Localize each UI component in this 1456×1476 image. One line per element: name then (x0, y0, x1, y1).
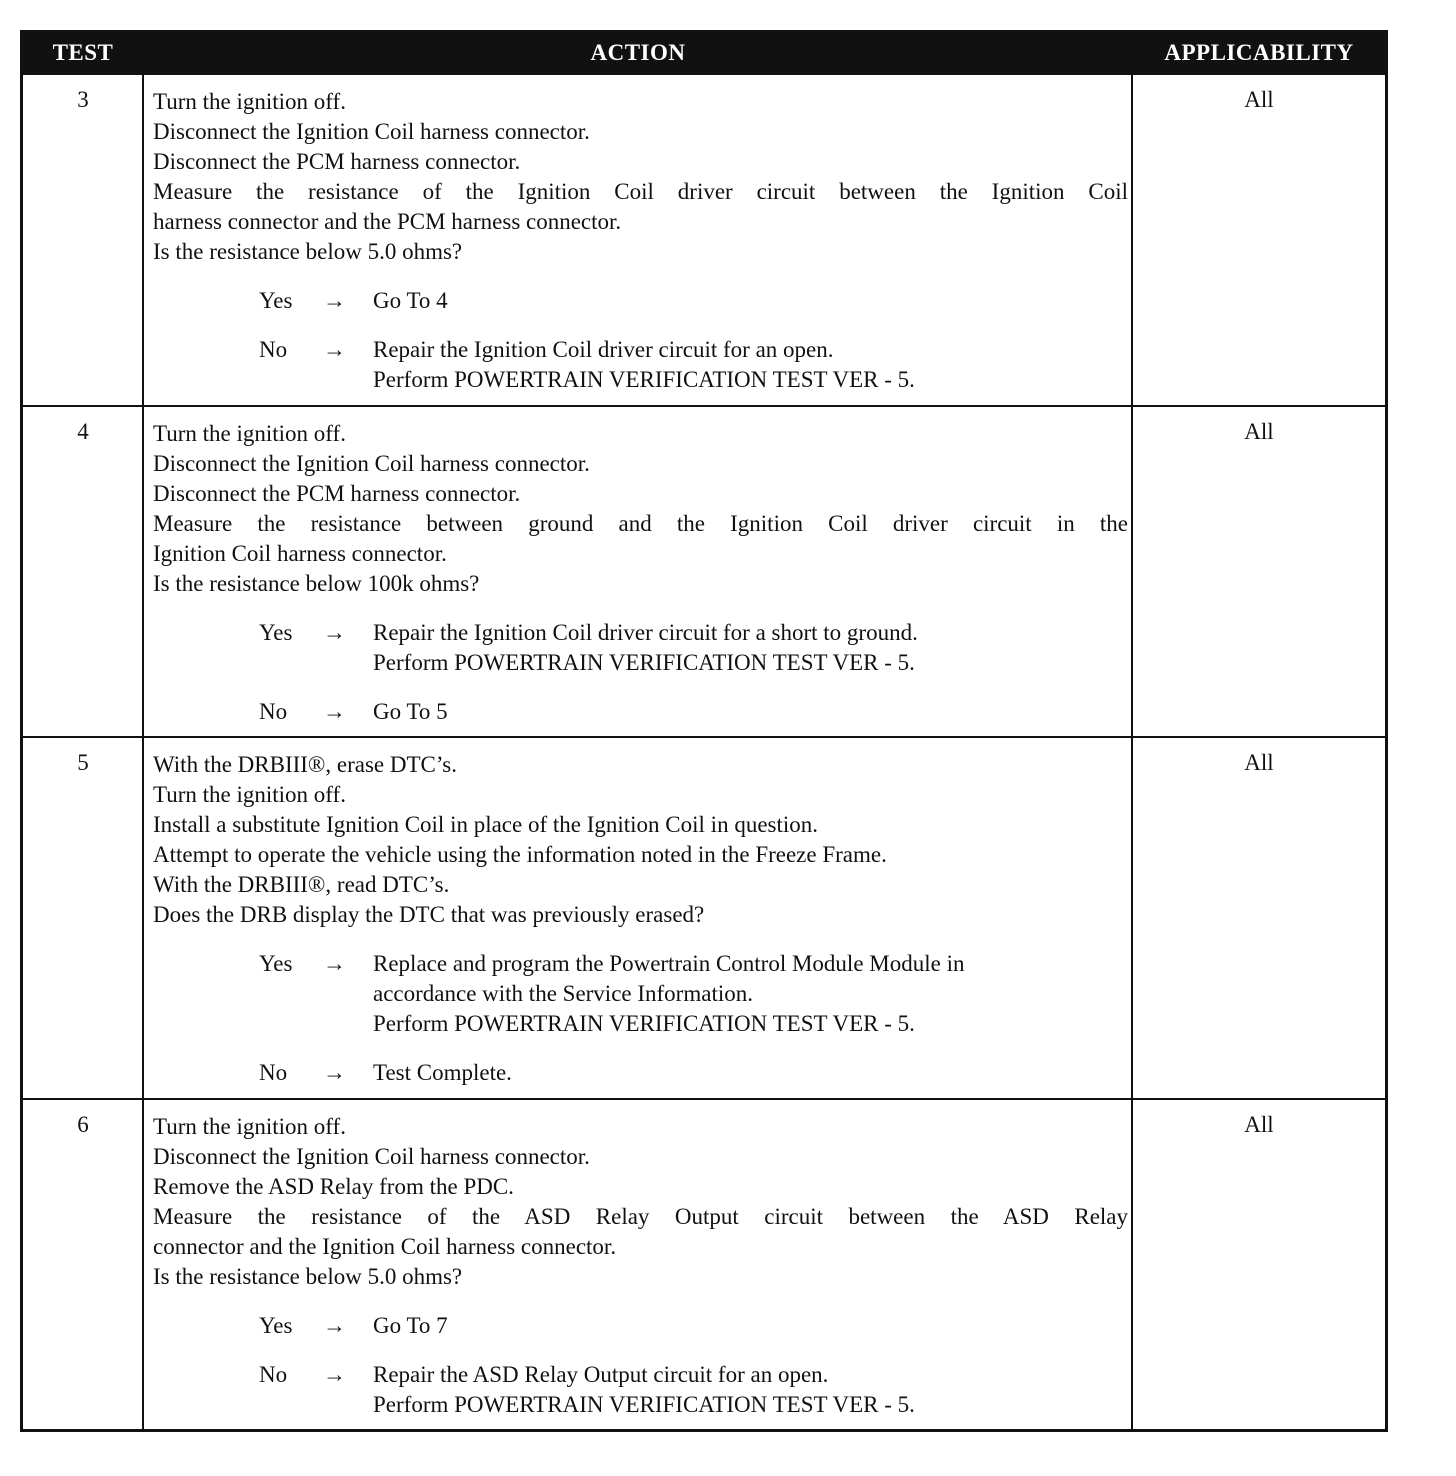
no-label: No (259, 1362, 288, 1387)
step-text: With the DRBIII®, erase DTC’s. (153, 752, 457, 777)
yes-label: Yes (259, 1313, 293, 1338)
step-text: Disconnect the Ignition Coil harness connector. (153, 451, 590, 476)
no-label: No (259, 337, 288, 362)
arrow-icon: → (323, 337, 346, 362)
arrow-icon: → (323, 620, 346, 645)
step-text: Does the DRB display the DTC that was previously erased? (153, 902, 705, 927)
yes-answer (153, 286, 1128, 316)
action-cell (153, 87, 1128, 395)
step-text: Measure the resistance of the ASD Relay Output circuit between the ASD Relay (153, 1204, 1128, 1229)
action-cell (153, 1112, 1128, 1420)
action-cell (153, 419, 1128, 727)
no-answer (153, 1058, 1128, 1088)
no-label: No (259, 699, 288, 724)
arrow-icon: → (323, 1362, 346, 1387)
step-text: Measure the resistance between ground and the Ignition Coil driver circuit in the (153, 511, 1128, 536)
yes-answer (153, 1311, 1128, 1341)
step-text: Is the resistance below 100k ohms? (153, 571, 480, 596)
step-text: With the DRBIII®, read DTC’s. (153, 872, 450, 897)
test-number: 6 (77, 1112, 89, 1137)
arrow-icon: → (323, 1313, 346, 1338)
table-row (23, 736, 1385, 1100)
table-row (23, 405, 1385, 738)
no-label: No (259, 1060, 288, 1085)
table-header (23, 33, 1385, 75)
test-number: 4 (77, 419, 89, 444)
yes-answer (153, 618, 1128, 678)
step-text: harness connector and the PCM harness connector. (153, 209, 622, 234)
step-text: Turn the ignition off. (153, 1114, 346, 1139)
step-text: Disconnect the Ignition Coil harness connector. (153, 119, 590, 144)
no-result: Repair the Ignition Coil driver circuit for an open. (373, 337, 834, 362)
step-text: Disconnect the PCM harness connector. (153, 481, 521, 506)
step-text: Disconnect the Ignition Coil harness connector. (153, 1144, 590, 1169)
step-text: Attempt to operate the vehicle using the information noted in the Freeze Frame. (153, 842, 887, 867)
yes-result: Replace and program the Powertrain Control Module Module in (373, 951, 965, 976)
test-number: 5 (77, 750, 89, 775)
arrow-icon: → (323, 699, 346, 724)
yes-result: Go To 7 (373, 1313, 448, 1338)
yes-result: Perform POWERTRAIN VERIFICATION TEST VER - 5. (373, 650, 915, 675)
step-text: Measure the resistance of the Ignition Coil driver circuit between the Ignition Coil (153, 179, 1128, 204)
table-row (23, 75, 1385, 407)
no-answer (153, 697, 1128, 727)
arrow-icon: → (323, 288, 346, 313)
arrow-icon: → (323, 951, 346, 976)
yes-label: Yes (259, 620, 293, 645)
yes-label: Yes (259, 288, 293, 313)
step-text: Turn the ignition off. (153, 89, 346, 114)
step-text: Turn the ignition off. (153, 782, 346, 807)
applicability-value: All (1244, 750, 1274, 775)
yes-result: Perform POWERTRAIN VERIFICATION TEST VER - 5. (373, 1011, 915, 1036)
yes-result: Go To 4 (373, 288, 448, 313)
step-text: connector and the Ignition Coil harness connector. (153, 1234, 617, 1259)
step-text: Disconnect the PCM harness connector. (153, 149, 521, 174)
no-result: Repair the ASD Relay Output circuit for an open. (373, 1362, 829, 1387)
no-result: Perform POWERTRAIN VERIFICATION TEST VER - 5. (373, 367, 915, 392)
applicability-value: All (1244, 419, 1274, 444)
step-text: Ignition Coil harness connector. (153, 541, 447, 566)
no-answer (153, 335, 1128, 395)
table-row (23, 1098, 1385, 1429)
step-text: Is the resistance below 5.0 ohms? (153, 1264, 463, 1289)
no-answer (153, 1360, 1128, 1420)
step-text: Remove the ASD Relay from the PDC. (153, 1174, 514, 1199)
action-cell (153, 750, 1128, 1088)
applicability-value: All (1244, 87, 1274, 112)
yes-result: accordance with the Service Information. (373, 981, 753, 1006)
applicability-value: All (1244, 1112, 1274, 1137)
test-number: 3 (77, 87, 89, 112)
yes-result: Repair the Ignition Coil driver circuit for a short to ground. (373, 620, 918, 645)
header-action: ACTION (590, 40, 686, 65)
yes-answer (153, 949, 1128, 1039)
header-applicability: APPLICABILITY (1164, 40, 1354, 65)
arrow-icon: → (323, 1060, 346, 1085)
no-result: Go To 5 (373, 699, 448, 724)
diagnostic-test-table (20, 30, 1388, 1432)
yes-label: Yes (259, 951, 293, 976)
header-test: TEST (52, 40, 114, 65)
no-result: Test Complete. (373, 1060, 512, 1085)
no-result: Perform POWERTRAIN VERIFICATION TEST VER - 5. (373, 1392, 915, 1417)
step-text: Turn the ignition off. (153, 421, 346, 446)
step-text: Is the resistance below 5.0 ohms? (153, 239, 463, 264)
step-text: Install a substitute Ignition Coil in place of the Ignition Coil in question. (153, 812, 819, 837)
